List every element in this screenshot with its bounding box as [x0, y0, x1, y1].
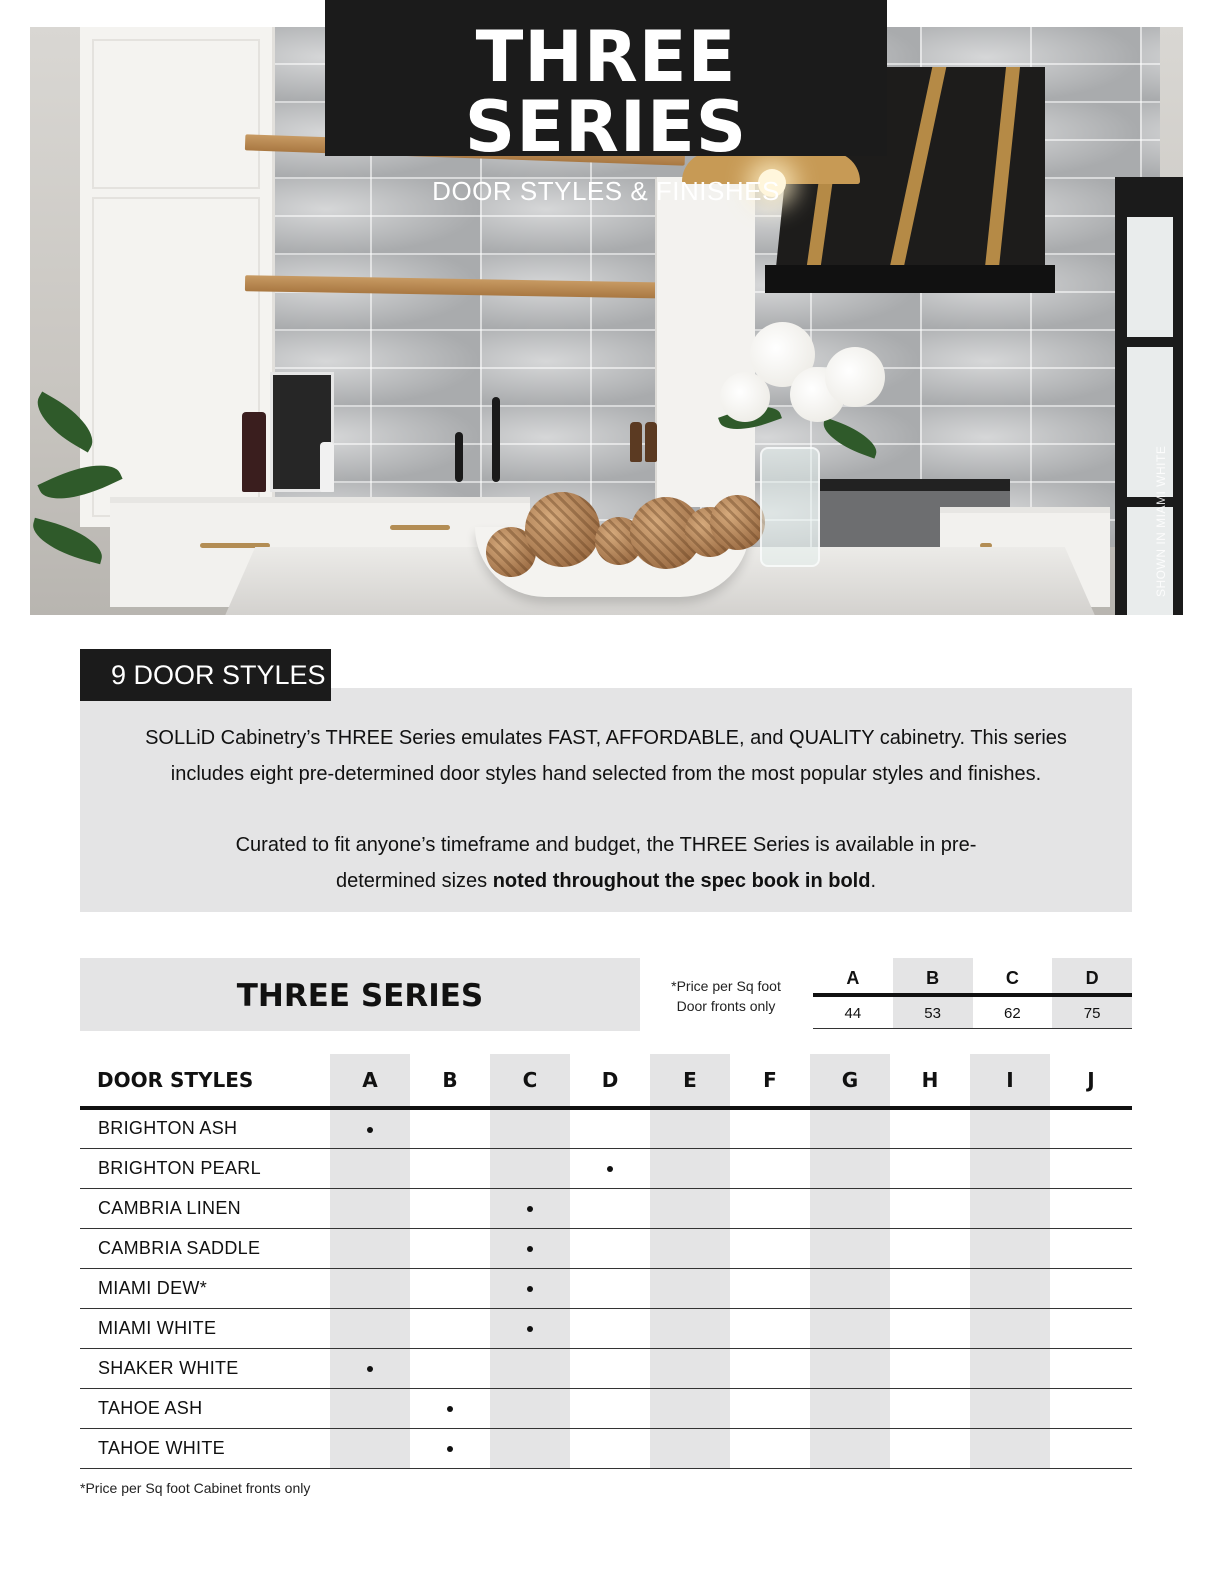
- series-title-box: THREE SERIES: [80, 958, 640, 1031]
- table-row: [80, 1108, 1132, 1148]
- tier-cell-h: [890, 1228, 970, 1268]
- tier-cell-a: [330, 1148, 410, 1188]
- table-row: [80, 1188, 1132, 1228]
- price-tier-header: [813, 958, 1132, 997]
- tier-cell-d: [570, 1428, 650, 1468]
- column-header: I: [970, 1054, 1050, 1108]
- faucet: [492, 397, 500, 482]
- tier-cell-j: [1050, 1348, 1132, 1388]
- door-style-name: SHAKER WHITE: [80, 1348, 330, 1388]
- intro-period: .: [870, 870, 877, 892]
- tier-cell-c: [490, 1268, 570, 1308]
- tier-cell-h: [890, 1148, 970, 1188]
- column-header: B: [410, 1054, 490, 1108]
- tier-cell-f: [730, 1108, 810, 1148]
- tier-cell-c: [490, 1308, 570, 1348]
- door-style-name: CAMBRIA LINEN: [80, 1188, 330, 1228]
- tier-cell-b: [410, 1268, 490, 1308]
- tier-cell-b: [410, 1348, 490, 1388]
- tier-cell-a: [330, 1308, 410, 1348]
- tier-cell-d: [570, 1308, 650, 1348]
- price-note: [650, 976, 802, 1016]
- tier-cell-g: [810, 1108, 890, 1148]
- tier-cell-b: [410, 1108, 490, 1148]
- tier-cell-i: [970, 1148, 1050, 1188]
- tier-cell-f: [730, 1388, 810, 1428]
- price-tier-value: 62: [1004, 1005, 1021, 1022]
- tier-cell-a: [330, 1228, 410, 1268]
- column-header: H: [890, 1054, 970, 1108]
- tier-cell-c: [490, 1388, 570, 1428]
- tier-cell-f: [730, 1268, 810, 1308]
- door-style-name: BRIGHTON PEARL: [80, 1148, 330, 1188]
- table-row: [80, 1348, 1132, 1388]
- flower-vase: [760, 447, 820, 567]
- price-tier-label: B: [893, 958, 973, 993]
- column-header: D: [570, 1054, 650, 1108]
- tier-cell-e: [650, 1268, 730, 1308]
- price-tier-label: D: [1052, 958, 1132, 993]
- intro-bold-note: noted throughout the spec book in bold: [492, 870, 871, 892]
- tier-cell-a: [330, 1108, 410, 1148]
- tier-cell-c: [490, 1428, 570, 1468]
- availability-dot-icon: [447, 1446, 453, 1452]
- tier-cell-f: [730, 1348, 810, 1388]
- tier-cell-g: [810, 1308, 890, 1348]
- tier-cell-e: [650, 1388, 730, 1428]
- tier-cell-c: [490, 1108, 570, 1148]
- column-header: A: [330, 1054, 410, 1108]
- intro-paragraph-1: SOLLiD Cabinetry’s THREE Series emulates FAST, AFFORDABLE, and QUALITY cabinetry. This series includes eight pre-determined door styles hand selected from the most popular styles and finishes.: [145, 727, 1067, 785]
- door-styles-table: [80, 1054, 1132, 1469]
- tier-cell-e: [650, 1188, 730, 1228]
- tier-cell-j: [1050, 1188, 1132, 1228]
- tier-cell-g: [810, 1268, 890, 1308]
- tier-cell-d: [570, 1148, 650, 1188]
- tier-cell-b: [410, 1388, 490, 1428]
- tier-cell-i: [970, 1108, 1050, 1148]
- tier-cell-d: [570, 1188, 650, 1228]
- section-tab-door-styles: 9 DOOR STYLES: [80, 649, 331, 701]
- availability-dot-icon: [607, 1166, 613, 1172]
- tier-cell-f: [730, 1428, 810, 1468]
- tier-cell-g: [810, 1428, 890, 1468]
- glass-door: [1115, 177, 1183, 615]
- tier-cell-h: [890, 1188, 970, 1228]
- wall-cabinet: [655, 177, 755, 507]
- tier-cell-e: [650, 1108, 730, 1148]
- availability-dot-icon: [527, 1246, 533, 1252]
- tier-cell-j: [1050, 1148, 1132, 1188]
- tier-cell-g: [810, 1148, 890, 1188]
- tier-cell-e: [650, 1308, 730, 1348]
- tier-cell-d: [570, 1388, 650, 1428]
- price-note-line-1: *Price per Sq foot: [671, 978, 781, 994]
- tier-cell-b: [410, 1308, 490, 1348]
- tier-cell-b: [410, 1188, 490, 1228]
- door-styles-header: DOOR STYLES: [80, 1054, 330, 1108]
- door-style-name: BRIGHTON ASH: [80, 1108, 330, 1148]
- column-header: G: [810, 1054, 890, 1108]
- tier-cell-h: [890, 1308, 970, 1348]
- tier-cell-g: [810, 1348, 890, 1388]
- price-tier-label: C: [1005, 968, 1019, 988]
- availability-dot-icon: [527, 1206, 533, 1212]
- tier-cell-e: [650, 1228, 730, 1268]
- table-row: [80, 1388, 1132, 1428]
- tier-cell-i: [970, 1268, 1050, 1308]
- tier-cell-a: [330, 1268, 410, 1308]
- tier-cell-f: [730, 1188, 810, 1228]
- title-block: [325, 0, 887, 206]
- tier-cell-c: [490, 1228, 570, 1268]
- table-row: [80, 1308, 1132, 1348]
- tier-cell-b: [410, 1228, 490, 1268]
- tier-cell-h: [890, 1108, 970, 1148]
- price-tier-values: [813, 997, 1132, 1029]
- page-subtitle: DOOR STYLES & FINISHES: [432, 176, 780, 206]
- tier-cell-e: [650, 1148, 730, 1188]
- intro-paragraph-2-text: Curated to fit anyone’s timeframe and budget, the THREE Series is available in pre-determined sizes: [235, 834, 977, 892]
- tier-cell-b: [410, 1428, 490, 1468]
- tier-cell-i: [970, 1188, 1050, 1228]
- column-header: E: [650, 1054, 730, 1108]
- door-style-name: TAHOE WHITE: [80, 1428, 330, 1468]
- tier-cell-i: [970, 1228, 1050, 1268]
- tier-cell-g: [810, 1388, 890, 1428]
- door-style-name: TAHOE ASH: [80, 1388, 330, 1428]
- tier-cell-j: [1050, 1308, 1132, 1348]
- tier-cell-h: [890, 1428, 970, 1468]
- tier-cell-d: [570, 1228, 650, 1268]
- tier-cell-i: [970, 1348, 1050, 1388]
- tier-cell-i: [970, 1388, 1050, 1428]
- tier-cell-f: [730, 1148, 810, 1188]
- availability-dot-icon: [367, 1366, 373, 1372]
- table-row: [80, 1268, 1132, 1308]
- price-tier-value: 75: [1052, 997, 1132, 1028]
- tier-cell-c: [490, 1148, 570, 1188]
- price-tier-value: 53: [893, 997, 973, 1028]
- price-tier-grid: [813, 958, 1132, 1029]
- table-row: [80, 1148, 1132, 1188]
- table-header-row: [80, 1054, 1132, 1108]
- availability-dot-icon: [527, 1286, 533, 1292]
- intro-box: [80, 688, 1132, 912]
- price-tier-label: A: [846, 968, 860, 988]
- tier-cell-d: [570, 1108, 650, 1148]
- tier-cell-c: [490, 1188, 570, 1228]
- column-header: J: [1050, 1054, 1132, 1108]
- tier-cell-h: [890, 1388, 970, 1428]
- availability-dot-icon: [527, 1326, 533, 1332]
- tier-cell-j: [1050, 1108, 1132, 1148]
- availability-dot-icon: [367, 1127, 373, 1133]
- table-row: [80, 1228, 1132, 1268]
- tier-cell-j: [1050, 1228, 1132, 1268]
- availability-dot-icon: [447, 1406, 453, 1412]
- tier-cell-h: [890, 1268, 970, 1308]
- tier-cell-g: [810, 1188, 890, 1228]
- tier-cell-e: [650, 1428, 730, 1468]
- tier-cell-f: [730, 1228, 810, 1268]
- tier-cell-j: [1050, 1268, 1132, 1308]
- table-row: [80, 1428, 1132, 1468]
- column-header: F: [730, 1054, 810, 1108]
- door-style-name: CAMBRIA SADDLE: [80, 1228, 330, 1268]
- intro-paragraph-2: [80, 827, 1132, 899]
- tier-cell-j: [1050, 1428, 1132, 1468]
- tier-cell-i: [970, 1428, 1050, 1468]
- column-header: C: [490, 1054, 570, 1108]
- footnote: *Price per Sq foot Cabinet fronts only: [80, 1480, 311, 1496]
- tier-cell-b: [410, 1148, 490, 1188]
- tier-cell-f: [730, 1308, 810, 1348]
- door-styles-body: [80, 1108, 1132, 1468]
- tier-cell-d: [570, 1268, 650, 1308]
- tier-cell-a: [330, 1348, 410, 1388]
- tier-cell-d: [570, 1348, 650, 1388]
- price-tier-value: 44: [844, 1005, 862, 1022]
- tier-cell-i: [970, 1308, 1050, 1348]
- tier-cell-a: [330, 1188, 410, 1228]
- door-style-name: MIAMI DEW*: [80, 1268, 330, 1308]
- tier-cell-a: [330, 1388, 410, 1428]
- page-title: THREE SERIES: [464, 16, 748, 168]
- price-note-line-2: Door fronts only: [676, 998, 776, 1014]
- shown-in-caption: SHOWN IN MIAMI WHITE: [1154, 445, 1168, 597]
- tier-cell-e: [650, 1348, 730, 1388]
- tier-cell-c: [490, 1348, 570, 1388]
- tier-cell-a: [330, 1428, 410, 1468]
- tier-cell-g: [810, 1228, 890, 1268]
- door-style-name: MIAMI WHITE: [80, 1308, 330, 1348]
- tier-cell-h: [890, 1348, 970, 1388]
- tier-cell-j: [1050, 1388, 1132, 1428]
